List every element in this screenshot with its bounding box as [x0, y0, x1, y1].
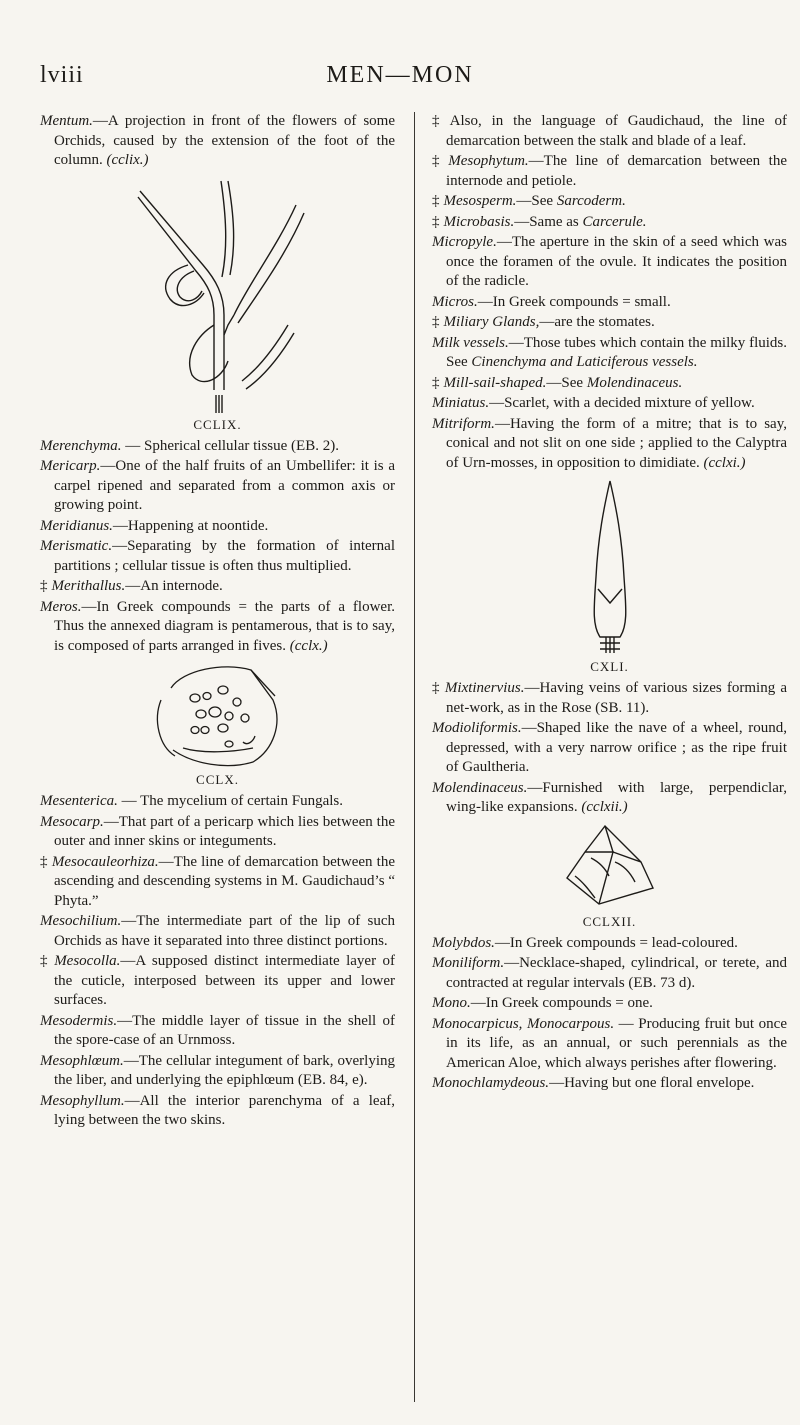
figure-caption-cclxii: CCLXII.	[582, 913, 637, 929]
mill-sail-fruit-illustration	[555, 822, 665, 912]
entry-mesodermis: Mesodermis.—The middle layer of tissue in the shell of the spore-case of an Urnmoss.	[40, 1012, 395, 1048]
entry-mesocauleorhiza: ‡ Mesocauleorhiza.—The line of demarcation between the ascending and descending systems in M. Gaudichaud’s “ Phyta.”	[40, 853, 395, 909]
page-number: lviii	[40, 62, 84, 88]
entry-merenchyma: Merenchyma. — Spherical cellular tissue (EB. 2).	[40, 437, 339, 454]
entry-meros: Meros.—In Greek compounds = the parts of a flower. Thus the annexed diagram is pentamerous, that is to say, is composed of parts arranged in fives. (cclx.)	[40, 598, 395, 654]
entry-also-gaudichaud: ‡ Also, in the language of Gaudichaud, the line of demarcation between the stalk and blade of a leaf.	[432, 113, 787, 149]
entry-micropyle: Micropyle.—The aperture in the skin of a seed which was once the foramen of the ovule. It indicates the position of the radicle.	[432, 234, 787, 289]
entry-monocarpicus: Monocarpicus, Monocarpous. — Producing fruit but once in its life, as an annual, or such perennials as the American Aloe, which always perishes after flowering.	[432, 1015, 787, 1071]
entry-mesophytum: ‡ Mesophytum.—The line of demarcation between the internode and petiole.	[432, 153, 787, 189]
entry-merithallus: ‡ Merithallus.—An internode.	[40, 578, 223, 594]
entry-monochlamydeous: Monochlamydeous.—Having but one floral envelope.	[432, 1075, 755, 1091]
figure-caption-cclix: CCLIX.	[193, 416, 242, 432]
entry-miniatus: Miniatus.—Scarlet, with a decided mixture of yellow.	[432, 395, 755, 411]
entry-mesenterica: Mesenterica. — The mycelium of certain Fungals.	[40, 793, 343, 809]
figure-caption-cxli: CXLI.	[590, 659, 629, 674]
entry-mill-sail-shaped: ‡ Mill-sail-shaped.—See Molendinaceus.	[432, 374, 683, 391]
left-column	[40, 112, 395, 1132]
pentamerous-flower-diagram	[143, 660, 293, 770]
entry-moniliform: Moniliform.—Necklace-shaped, cylindrical, or terete, and contracted at regular intervals (EB. 73 d).	[432, 955, 787, 991]
figure-cclx	[40, 660, 395, 788]
entry-mericarp: Mericarp.—One of the half fruits of an Umbellifer: it is a carpel ripened and separated from a common axis or growing point.	[40, 458, 395, 513]
entry-mono: Mono.—In Greek compounds = one.	[432, 995, 653, 1011]
entry-modioliformis: Modioliformis.—Shaped like the nave of a wheel, round, depressed, with a very narrow orifice ; as the ripe fruit of Gaultheria.	[432, 720, 787, 775]
entry-merismatic: Merismatic.—Separating by the formation of internal partitions ; cellular tissue is often thus multiplied.	[40, 538, 395, 574]
entry-mentum: Mentum.—A projection in front of the flowers of some Orchids, caused by the extension of the foot of the column. (cclix.)	[40, 113, 395, 168]
entry-molybdos: Molybdos.—In Greek compounds = lead-coloured.	[432, 934, 738, 951]
entry-milk-vessels: Milk vessels.—Those tubes which contain the milky fluids. See Cinenchyma and Laticiferous vessels.	[432, 334, 788, 370]
figure-cxli	[432, 477, 787, 675]
entry-microbasis: ‡ Microbasis.—Same as Carcerule.	[432, 213, 647, 230]
entry-mesocolla: ‡ Mesocolla.—A supposed distinct intermediate layer of the cuticle, interposed between its upper and lower surfaces.	[40, 953, 395, 1008]
entry-mesophyllum: Mesophyllum.—All the interior parenchyma of a leaf, lying between the two skins.	[40, 1092, 395, 1128]
entry-mesochilium: Mesochilium.—The intermediate part of the lip of such Orchids as have it separated into three distinct portions.	[40, 913, 395, 949]
running-title: MEN—MON	[326, 62, 474, 88]
column-divider	[414, 112, 415, 1402]
figure-caption-cclx: CCLX.	[196, 772, 239, 787]
mitriform-calyptra-illustration	[570, 477, 650, 657]
entry-miliary-glands: ‡ Miliary Glands,—are the stomates.	[432, 314, 655, 330]
figure-cclxii	[432, 822, 787, 930]
entry-mesosperm: ‡ Mesosperm.—See Sarcoderm.	[432, 193, 626, 209]
orchid-mentum-illustration	[118, 175, 318, 415]
right-column	[432, 112, 787, 1095]
entry-mesophloeum: Mesophlœum.—The cellular integument of bark, overlying the liber, and underlying the epiphlœum (EB. 84, e).	[40, 1052, 395, 1088]
entry-molendinaceus: Molendinaceus.—Furnished with large, perpendiclar, wing-like expansions. (cclxii.)	[432, 779, 787, 815]
entry-mixtinervius: ‡ Mixtinervius.—Having veins of various sizes forming a net-work, as in the Rose (SB. 11).	[432, 680, 787, 716]
entry-meridianus: Meridianus.—Happening at noontide.	[40, 517, 269, 534]
entry-micros: Micros.—In Greek compounds = small.	[432, 293, 671, 310]
entry-mesocarp: Mesocarp.—That part of a pericarp which lies between the outer and inner skins or integuments.	[40, 813, 395, 849]
entry-mitriform: Mitriform.—Having the form of a mitre; that is to say, conical and not slit on one side ; applied to the Calyptra of Urn-mosses, in opposition to dimidiate. (cclxi.)	[432, 415, 787, 471]
figure-cclix	[40, 175, 395, 433]
